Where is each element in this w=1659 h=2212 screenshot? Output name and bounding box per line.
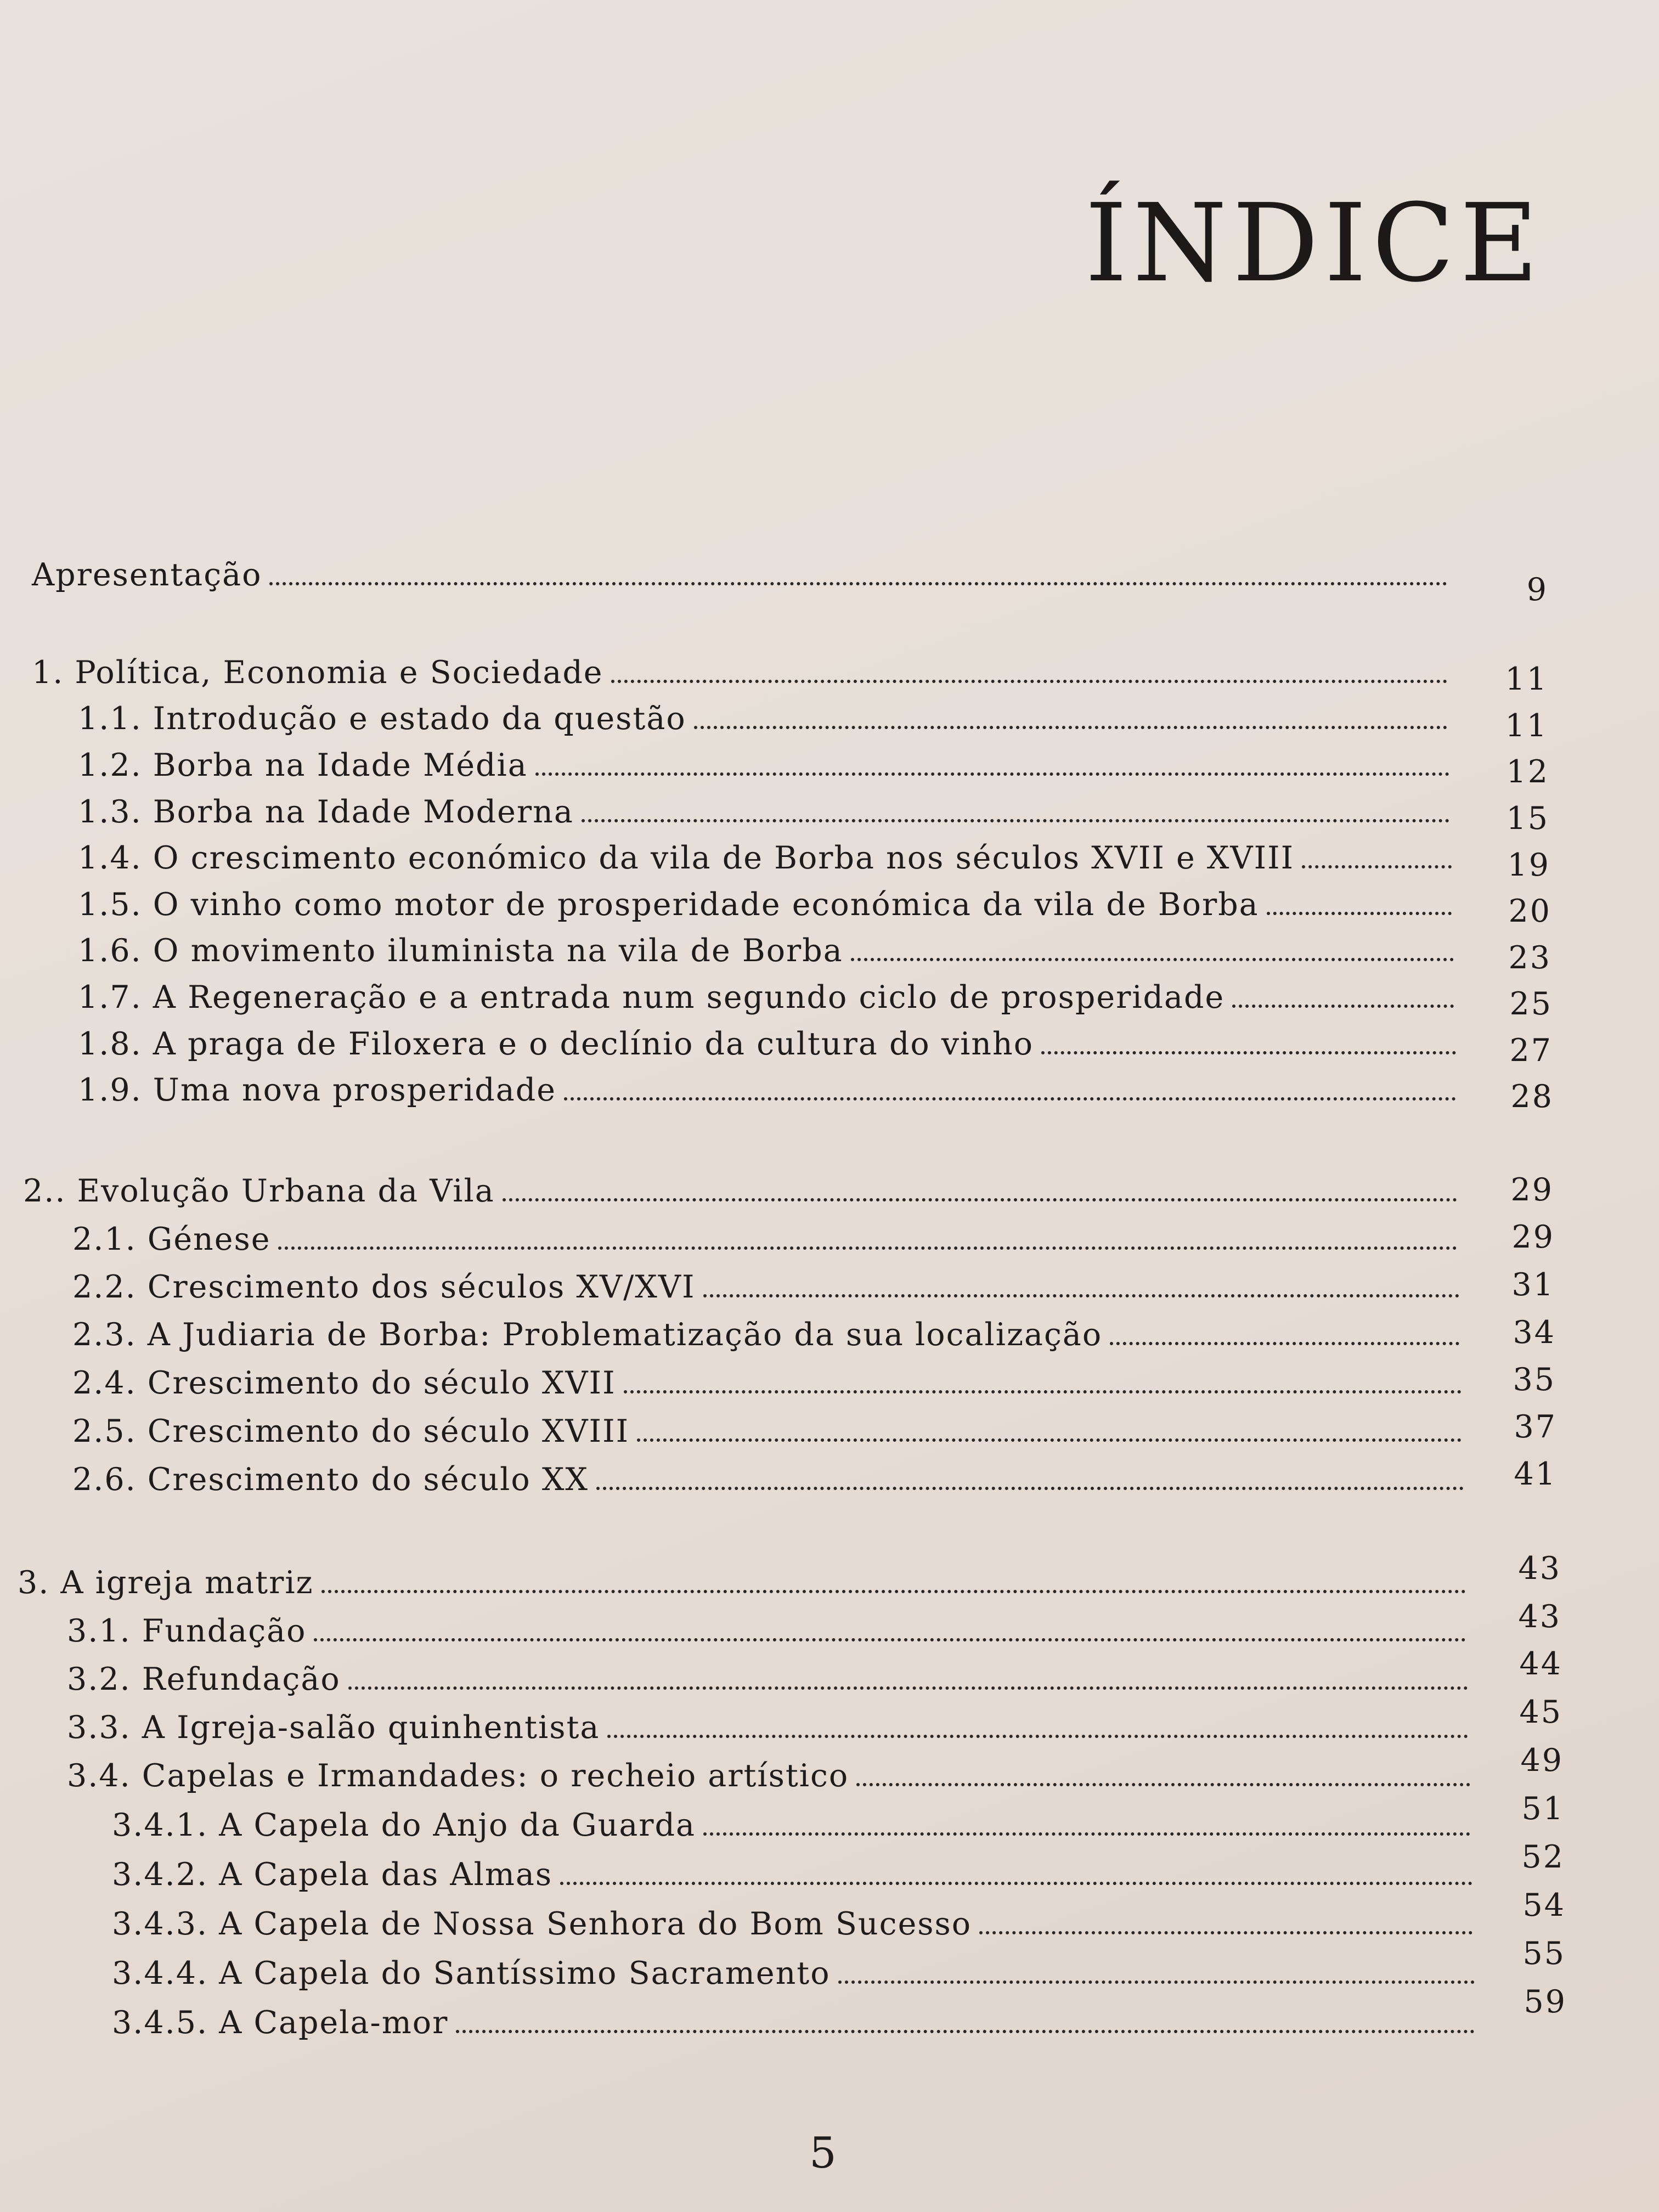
toc-entry-title: Uma nova prosperidade xyxy=(153,1072,556,1108)
toc-entry-number: 1.9. xyxy=(78,1072,142,1108)
toc-entry-number: 2.3. xyxy=(72,1317,137,1353)
dot-leader xyxy=(607,1735,1468,1738)
toc-entry xyxy=(112,1857,1478,1893)
toc-entry xyxy=(23,1173,1463,1209)
toc-entry-number: 2.4. xyxy=(72,1365,137,1401)
toc-page-number: 23 xyxy=(1508,940,1551,976)
toc-page-number: 59 xyxy=(1523,1984,1567,2020)
toc-entry-number: 2.1. xyxy=(72,1221,137,1257)
toc-entry-number: 3.4.2. xyxy=(112,1857,208,1893)
toc-page-number: 29 xyxy=(1511,1219,1555,1255)
toc-entry-title: Génese xyxy=(147,1221,271,1257)
toc-entry-number: 1.3. xyxy=(78,794,142,830)
dot-leader xyxy=(703,1294,1459,1297)
toc-entry-number: 3.4.4. xyxy=(112,1955,208,1991)
toc-page-number: 44 xyxy=(1519,1646,1562,1682)
toc-page-number: 52 xyxy=(1521,1839,1565,1875)
toc-page-number: 28 xyxy=(1510,1079,1554,1115)
dot-leader xyxy=(624,1390,1462,1393)
toc-entry-number: 1.6. xyxy=(78,933,142,969)
toc-entry-number: 1. xyxy=(32,654,64,691)
toc-entry xyxy=(67,1709,1474,1746)
toc-entry xyxy=(18,1565,1471,1601)
toc-entry-title: Crescimento do século XVII xyxy=(147,1365,616,1401)
toc-entry xyxy=(72,1269,1465,1305)
toc-entry-title: A Capela do Santíssimo Sacramento xyxy=(219,1955,831,1991)
toc-entry-number: 3.1. xyxy=(67,1613,131,1649)
toc-entry-title: Borba na Idade Média xyxy=(153,747,528,783)
dot-leader xyxy=(703,1832,1470,1836)
toc-entry-number: 3.4.1. xyxy=(112,1807,208,1843)
toc-entry xyxy=(32,557,1453,593)
toc-entry-number: 2.2. xyxy=(72,1269,137,1305)
toc-entry-title: A Capela-mor xyxy=(219,2005,449,2041)
toc-entry xyxy=(112,1955,1480,1991)
toc-entry-number: 1.7. xyxy=(78,979,142,1015)
toc-entry-title: Introdução e estado da questão xyxy=(153,701,686,737)
toc-entry-number: 1.1. xyxy=(78,701,142,737)
dot-leader xyxy=(596,1487,1464,1490)
toc-page-number: 55 xyxy=(1522,1936,1566,1972)
toc-entry-title: Apresentação xyxy=(32,557,262,593)
toc-entry xyxy=(67,1661,1474,1697)
toc-entry-number: 3. xyxy=(18,1565,50,1601)
toc-page-number: 45 xyxy=(1519,1694,1562,1730)
dot-leader xyxy=(314,1638,1466,1641)
toc-page-number: 35 xyxy=(1513,1362,1556,1398)
page-title: ÍNDICE xyxy=(1085,181,1544,306)
dot-leader xyxy=(838,1980,1475,1984)
toc-page-number: 25 xyxy=(1509,986,1553,1022)
toc-page-number: 20 xyxy=(1508,893,1551,929)
dot-leader xyxy=(1302,865,1452,868)
dot-leader xyxy=(694,726,1447,729)
toc-entry-number: 2.. xyxy=(23,1173,66,1209)
toc-page-number: 41 xyxy=(1514,1456,1557,1492)
dot-leader xyxy=(611,680,1447,683)
page-folio-number: 5 xyxy=(809,2129,837,2178)
toc-page-number: 15 xyxy=(1506,800,1549,837)
toc-page-number: 9 xyxy=(1526,572,1548,608)
toc-entry-title: Refundação xyxy=(142,1661,341,1697)
dot-leader xyxy=(348,1686,1468,1690)
toc-entry xyxy=(72,1317,1465,1353)
toc-entry-title: O crescimento económico da vila de Borba nos séculos XVII e XVIII xyxy=(153,840,1295,876)
toc-entry xyxy=(72,1365,1467,1401)
toc-page-number: 19 xyxy=(1507,847,1550,883)
toc-entry-title: A igreja matriz xyxy=(60,1565,314,1601)
toc-entry-title: Fundação xyxy=(142,1613,307,1649)
toc-entry-title: Borba na Idade Moderna xyxy=(153,794,574,830)
toc-entry-title: A Regeneração e a entrada num segundo ciclo de prosperidade xyxy=(153,979,1225,1015)
toc-entry-title: Crescimento do século XVIII xyxy=(147,1413,630,1449)
dot-leader xyxy=(535,772,1449,776)
dot-leader xyxy=(278,1246,1457,1250)
toc-entry xyxy=(67,1758,1476,1794)
toc-entry-title: O vinho como motor de prosperidade económica da vila de Borba xyxy=(153,887,1259,923)
dot-leader xyxy=(979,1931,1472,1934)
toc-page-number: 43 xyxy=(1518,1599,1561,1635)
toc-entry xyxy=(72,1462,1469,1498)
toc-page-number: 37 xyxy=(1514,1409,1557,1445)
toc-entry-title: A praga de Filoxera e o declínio da cultura do vinho xyxy=(153,1026,1034,1062)
toc-page-number: 51 xyxy=(1521,1791,1565,1827)
toc-page-number: 11 xyxy=(1505,661,1548,697)
dot-leader xyxy=(456,2030,1475,2033)
dot-leader xyxy=(503,1198,1457,1201)
toc-page-number: 12 xyxy=(1506,754,1549,790)
toc-page-number: 34 xyxy=(1513,1314,1556,1351)
toc-entry-number: 2.5. xyxy=(72,1413,137,1449)
toc-entry-title: A Capela de Nossa Senhora do Bom Sucesso xyxy=(219,1906,972,1942)
toc-entry-number: 3.3. xyxy=(67,1709,131,1746)
dot-leader xyxy=(269,582,1447,585)
dot-leader xyxy=(564,1097,1456,1101)
toc-entry xyxy=(32,654,1453,691)
toc-entry-title: A Capela do Anjo da Guarda xyxy=(219,1807,696,1843)
dot-leader xyxy=(1110,1342,1459,1345)
toc-entry-title: Política, Economia e Sociedade xyxy=(75,654,603,691)
toc-entry-number: 3.4.5. xyxy=(112,2005,208,2041)
toc-page-number: 11 xyxy=(1505,708,1548,744)
dot-leader xyxy=(851,958,1454,961)
toc-entry xyxy=(72,1413,1467,1449)
toc-entry-number: 3.2. xyxy=(67,1661,131,1697)
dot-leader xyxy=(637,1438,1462,1442)
toc-entry-title: A Judiaria de Borba: Problematização da sua localização xyxy=(147,1317,1103,1353)
toc-entry-title: Crescimento dos séculos XV/XVI xyxy=(147,1269,696,1305)
toc-page-number: 49 xyxy=(1520,1742,1564,1779)
toc-page-number: 27 xyxy=(1509,1032,1553,1069)
toc-entry-title: Evolução Urbana da Vila xyxy=(77,1173,495,1209)
toc-entry-title: O movimento iluminista na vila de Borba xyxy=(153,933,843,969)
toc-entry-number: 1.2. xyxy=(78,747,142,783)
toc-page-number: 31 xyxy=(1511,1267,1555,1303)
toc-entry xyxy=(67,1613,1471,1649)
dot-leader xyxy=(1041,1051,1456,1054)
dot-leader xyxy=(560,1882,1472,1885)
toc-page-number: 43 xyxy=(1518,1550,1561,1587)
toc-entry-title: Crescimento do século XX xyxy=(147,1462,589,1498)
toc-entry xyxy=(78,979,1459,1015)
dot-leader xyxy=(1232,1005,1454,1008)
toc-entry-number: 3.4.3. xyxy=(112,1906,208,1942)
toc-entry xyxy=(112,1807,1476,1843)
toc-entry xyxy=(78,887,1457,923)
dot-leader xyxy=(1267,912,1452,915)
toc-entry xyxy=(78,794,1455,830)
toc-entry-title: Capelas e Irmandades: o recheio artístico xyxy=(142,1758,849,1794)
toc-entry xyxy=(78,933,1459,969)
toc-page-number: 29 xyxy=(1510,1172,1554,1208)
toc-page-number: 54 xyxy=(1522,1887,1566,1923)
toc-entry-number: 1.8. xyxy=(78,1026,142,1062)
toc-entry-title: A Capela das Almas xyxy=(219,1857,553,1893)
toc-entry-title: A Igreja-salão quinhentista xyxy=(142,1709,600,1746)
dot-leader xyxy=(321,1590,1466,1593)
toc-entry xyxy=(78,747,1455,783)
toc-entry xyxy=(78,840,1457,876)
toc-entry-number: 3.4. xyxy=(67,1758,131,1794)
toc-entry xyxy=(72,1221,1463,1257)
toc-entry xyxy=(78,1072,1462,1108)
toc-entry xyxy=(78,701,1453,737)
toc-entry xyxy=(112,1906,1478,1942)
toc-entry xyxy=(78,1026,1462,1062)
toc-entry xyxy=(112,2005,1480,2041)
toc-entry-number: 1.4. xyxy=(78,840,142,876)
dot-leader xyxy=(582,819,1449,822)
toc-entry-number: 2.6. xyxy=(72,1462,137,1498)
toc-entry-number: 1.5. xyxy=(78,887,142,923)
dot-leader xyxy=(856,1783,1470,1786)
